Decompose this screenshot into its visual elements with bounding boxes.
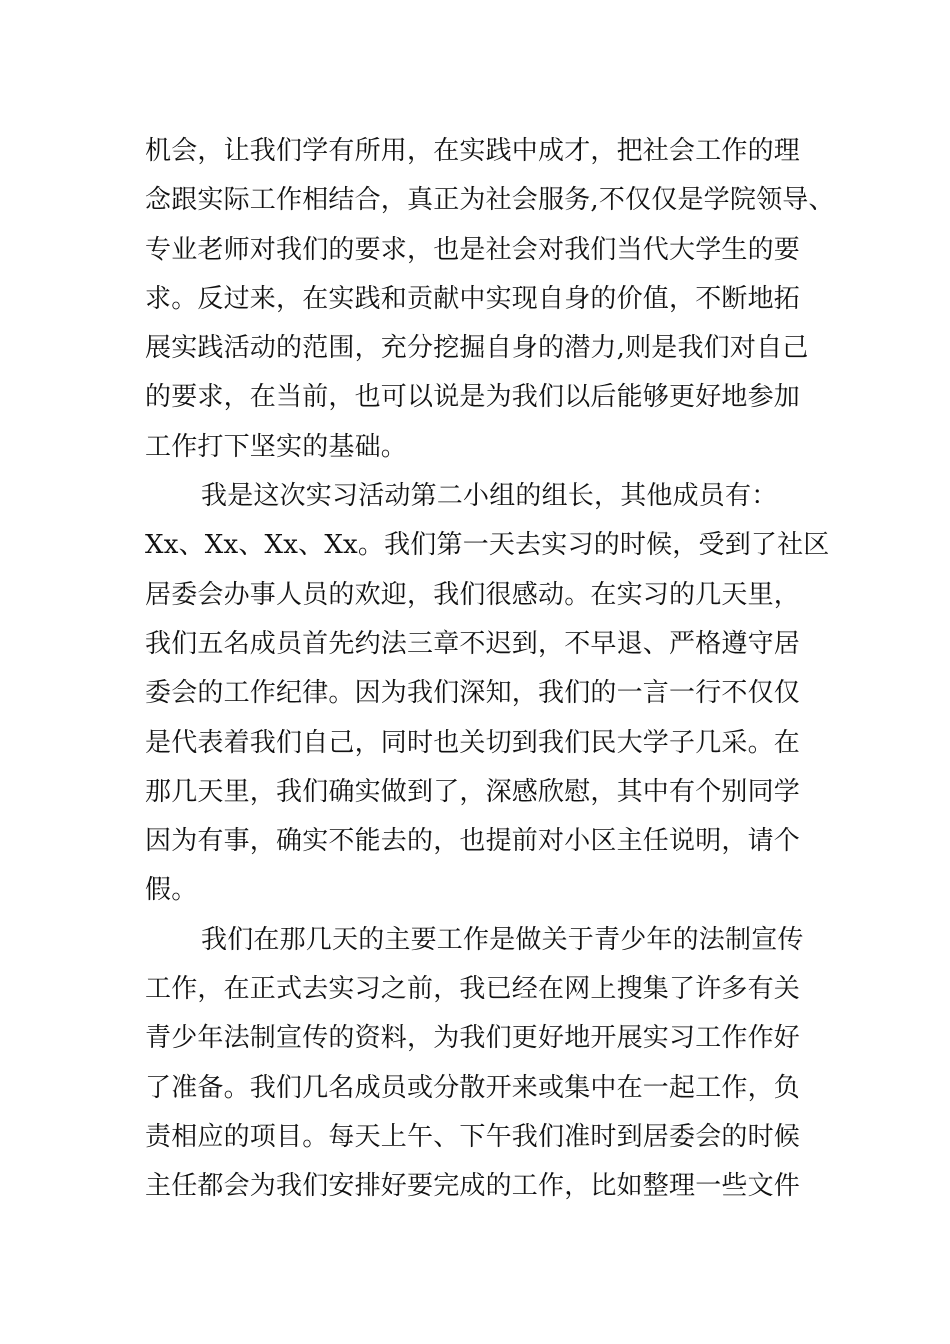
text-line-1: 机会，让我们学有所用，在实践中成才，把社会工作的理	[145, 136, 801, 166]
text-line-4: 求。反过来，在实践和贡献中实现自身的价值，不断地拓	[145, 283, 801, 314]
text-line-21: 责相应的项目。每天上午、下午我们准时到居委会的时候	[145, 1121, 801, 1152]
text-line-13: 是代表着我们自己，同时也关切到我们民大学子几采。在	[145, 727, 801, 758]
text-line-10: 居委会办事人员的欢迎，我们很感动。在实习的几天里，	[145, 579, 801, 610]
text-line-3: 专业老师对我们的要求，也是社会对我们当代大学生的要	[145, 234, 801, 265]
text-line-19: 青少年法制宣传的资料，为我们更好地开展实习工作作好	[145, 1023, 801, 1054]
text-line-11: 我们五名成员首先约法三章不迟到，不早退、严格遵守居	[145, 628, 801, 659]
text-line-12: 委会的工作纪律。因为我们深知，我们的一言一行不仅仅	[145, 678, 801, 709]
text-line-6: 的要求，在当前，也可以说是为我们以后能够更好地参加	[145, 382, 801, 413]
document-body	[145, 127, 835, 1212]
text-line-7: 工作打下坚实的基础。	[145, 431, 408, 462]
text-line-9: Xx、Xx、Xx、Xx。我们第一天去实习的时候，受到了社区	[145, 530, 830, 561]
text-line-5: 展实践活动的范围，充分挖掘自身的潜力,则是我们对自己	[145, 333, 809, 364]
text-line-8: 我是这次实习活动第二小组的组长，其他成员有：	[201, 481, 778, 512]
text-line-16: 假。	[145, 875, 198, 906]
text-line-20: 了准备。我们几名成员或分散开来或集中在一起工作，负	[145, 1072, 801, 1103]
text-line-18: 工作，在正式去实习之前，我已经在网上搜集了许多有关	[145, 974, 801, 1005]
text-line-15: 因为有事，确实不能去的，也提前对小区主任说明，请个	[145, 826, 801, 857]
text-line-17: 我们在那几天的主要工作是做关于青少年的法制宣传	[201, 924, 804, 955]
text-line-2: 念跟实际工作相结合，真正为社会服务,不仅仅是学院领导、	[145, 185, 835, 216]
text-line-22: 主任都会为我们安排好要完成的工作，比如整理一些文件	[145, 1171, 801, 1202]
text-line-14: 那几天里，我们确实做到了，深感欣慰，其中有个别同学	[145, 776, 801, 807]
